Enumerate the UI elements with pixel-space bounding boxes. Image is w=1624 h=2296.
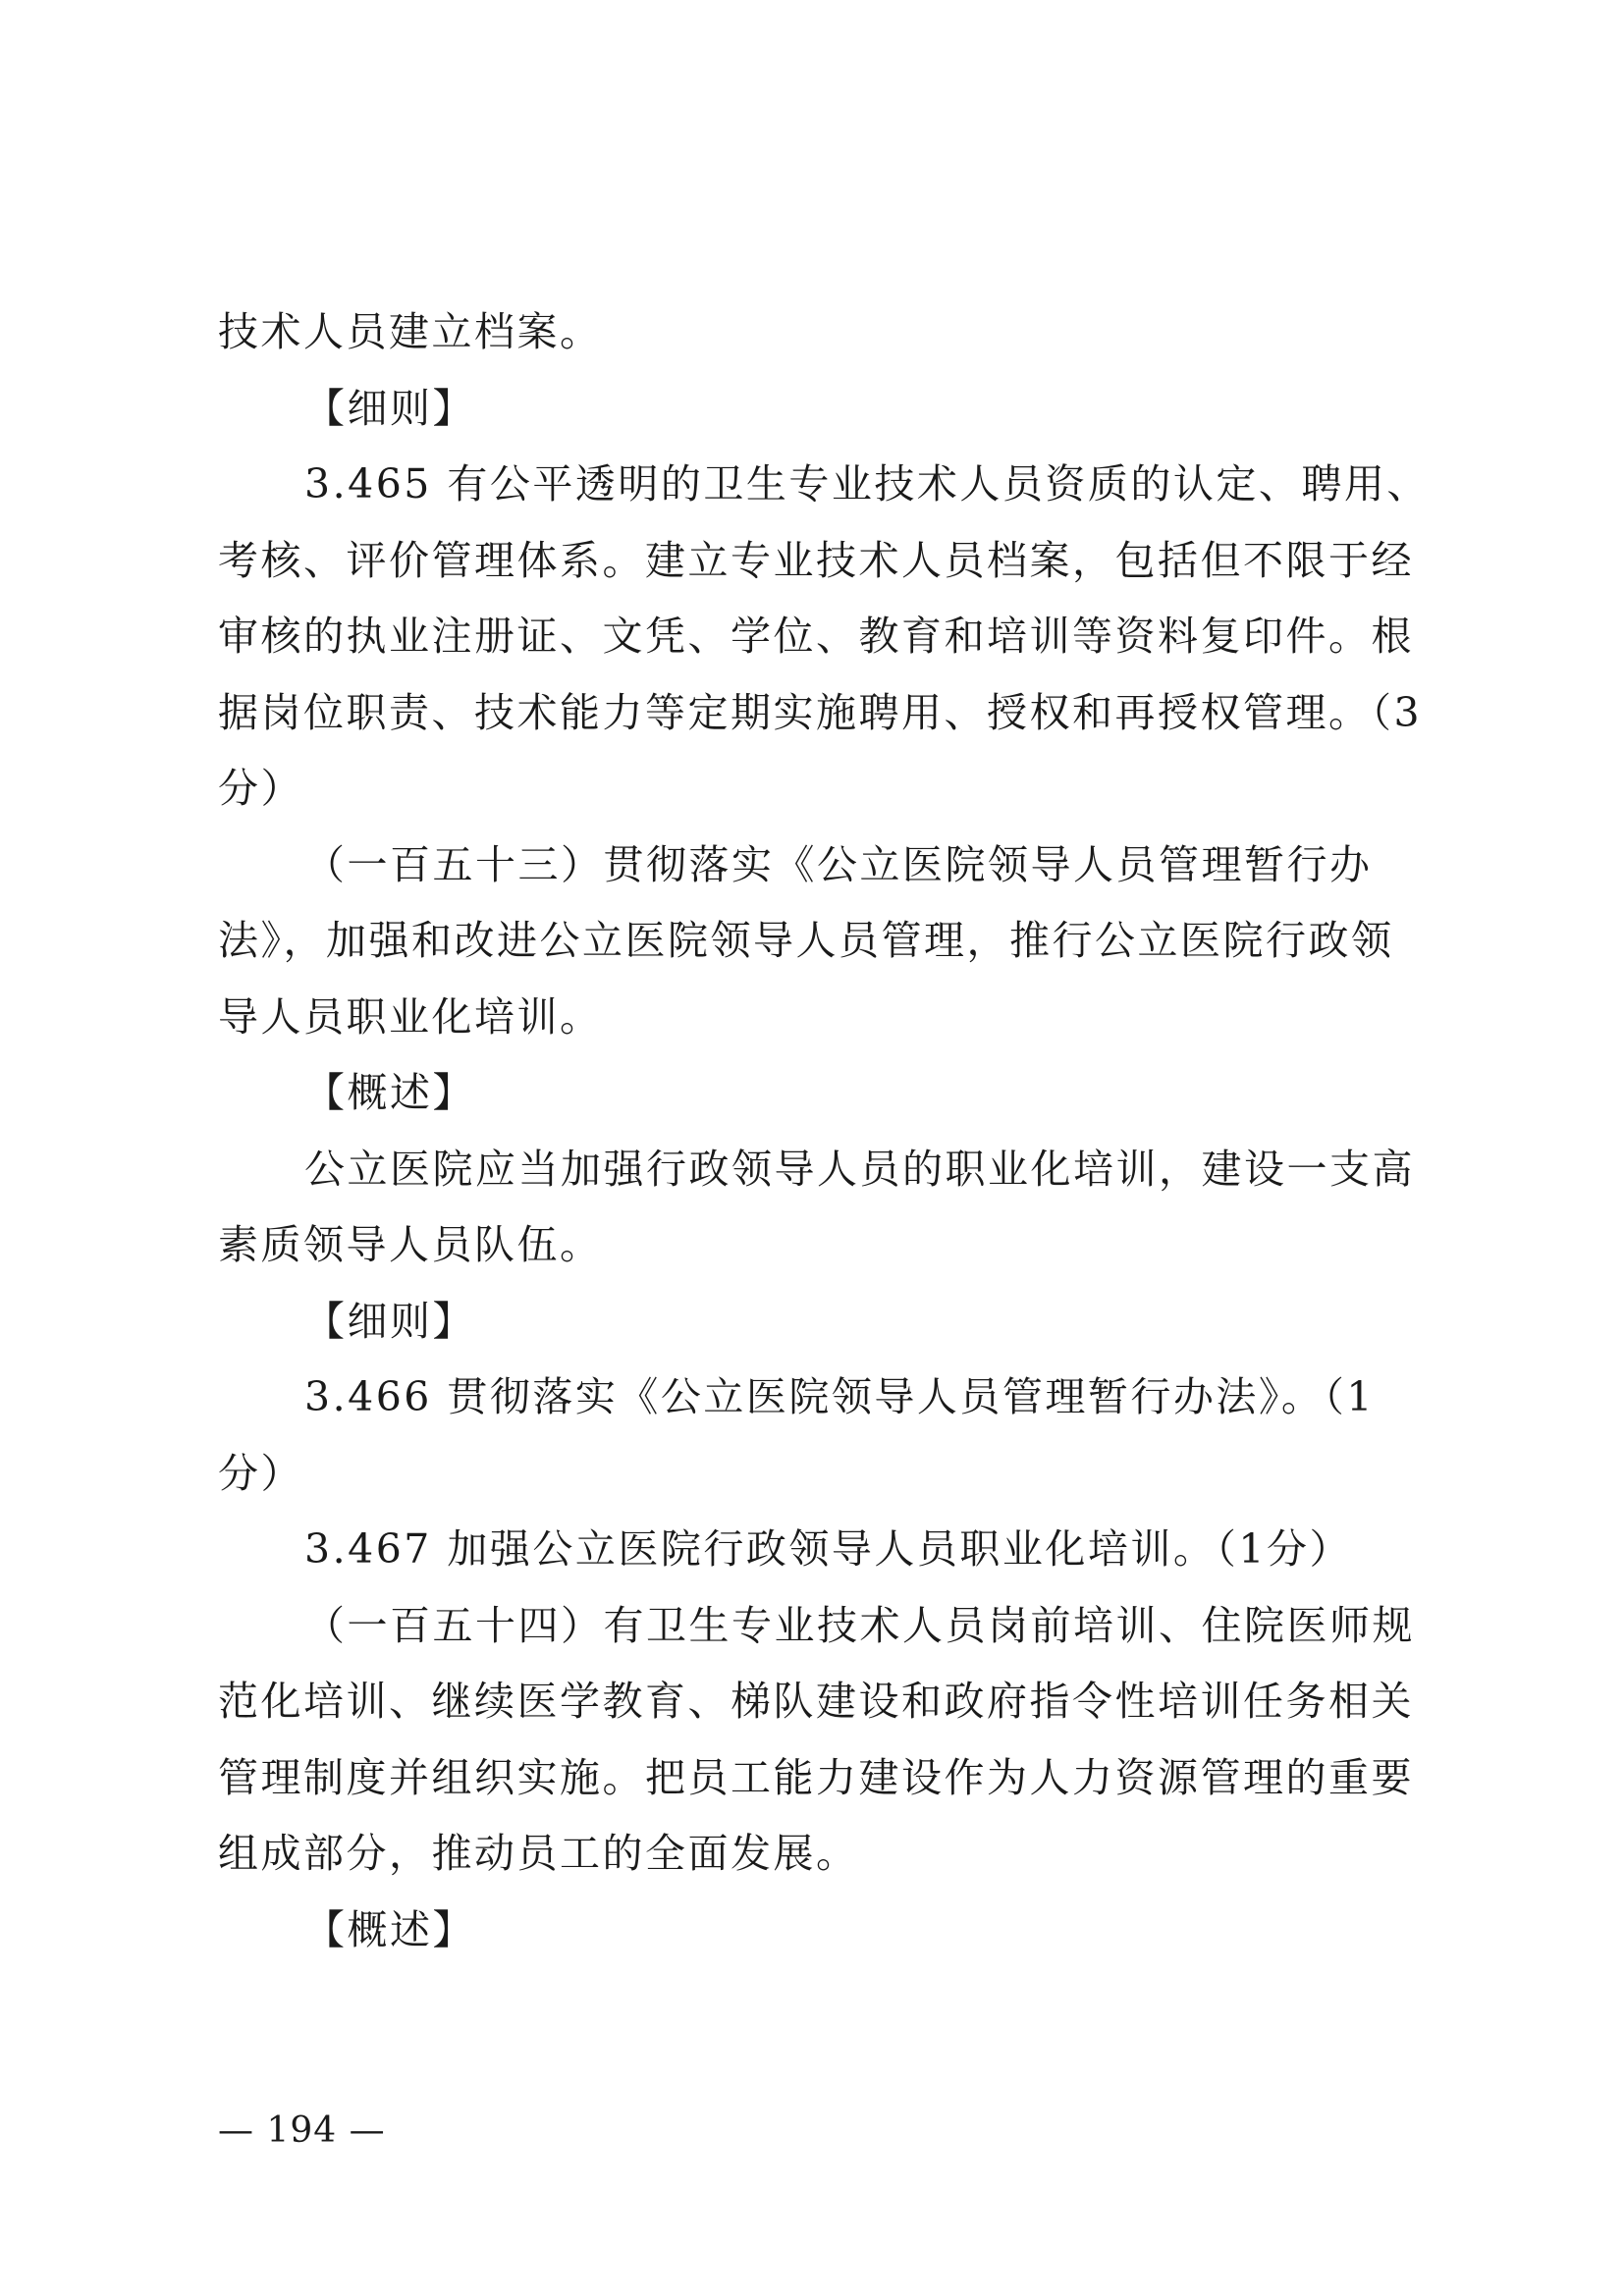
text-line: 素质领导人员队伍。: [218, 1221, 603, 1268]
document-body: [218, 294, 1432, 1968]
section-heading: 【细则】: [304, 384, 475, 432]
text-line: 管理制度并组织实施。把员工能力建设作为人力资源管理的重要: [218, 1753, 1414, 1801]
text-line: 分）: [218, 1449, 303, 1497]
text-line: 公立医院应当加强行政领导人员的职业化培训，建设一支高: [304, 1145, 1415, 1193]
text-line: 考核、评价管理体系。建立专业技术人员档案，包括但不限于经: [218, 536, 1414, 584]
page-number: — 194 —: [218, 2110, 386, 2151]
text-line: 法》，加强和改进公立医院领导人员管理，推行公立医院行政领: [218, 917, 1394, 964]
text-line: 3.467 加强公立医院行政领导人员职业化培训。（1分）: [304, 1525, 1352, 1573]
text-line: （一百五十三）贯彻落实《公立医院领导人员管理暂行办: [304, 840, 1373, 888]
text-line: 据岗位职责、技术能力等定期实施聘用、授权和再授权管理。（3: [218, 688, 1423, 736]
text-line: 技术人员建立档案。: [218, 308, 603, 355]
text-line: 范化培训、继续医学教育、梯队建设和政府指令性培训任务相关: [218, 1678, 1414, 1725]
text-line: 审核的执业注册证、文凭、学位、教育和培训等资料复印件。根: [218, 613, 1414, 660]
text-line: 3.465 有公平透明的卫生专业技术人员资质的认定、聘用、: [304, 460, 1430, 507]
text-line: 导人员职业化培训。: [218, 992, 603, 1041]
text-line: 3.466 贯彻落实《公立医院领导人员管理暂行办法》。（1: [304, 1373, 1375, 1420]
section-heading: 【细则】: [304, 1297, 475, 1345]
section-heading: 【概述】: [304, 1905, 475, 1953]
section-heading: 【概述】: [304, 1069, 475, 1116]
text-line: （一百五十四）有卫生专业技术人员岗前培训、住院医师规: [304, 1601, 1415, 1649]
text-line: 组成部分，推动员工的全面发展。: [218, 1830, 859, 1877]
text-line: 分）: [218, 765, 303, 812]
